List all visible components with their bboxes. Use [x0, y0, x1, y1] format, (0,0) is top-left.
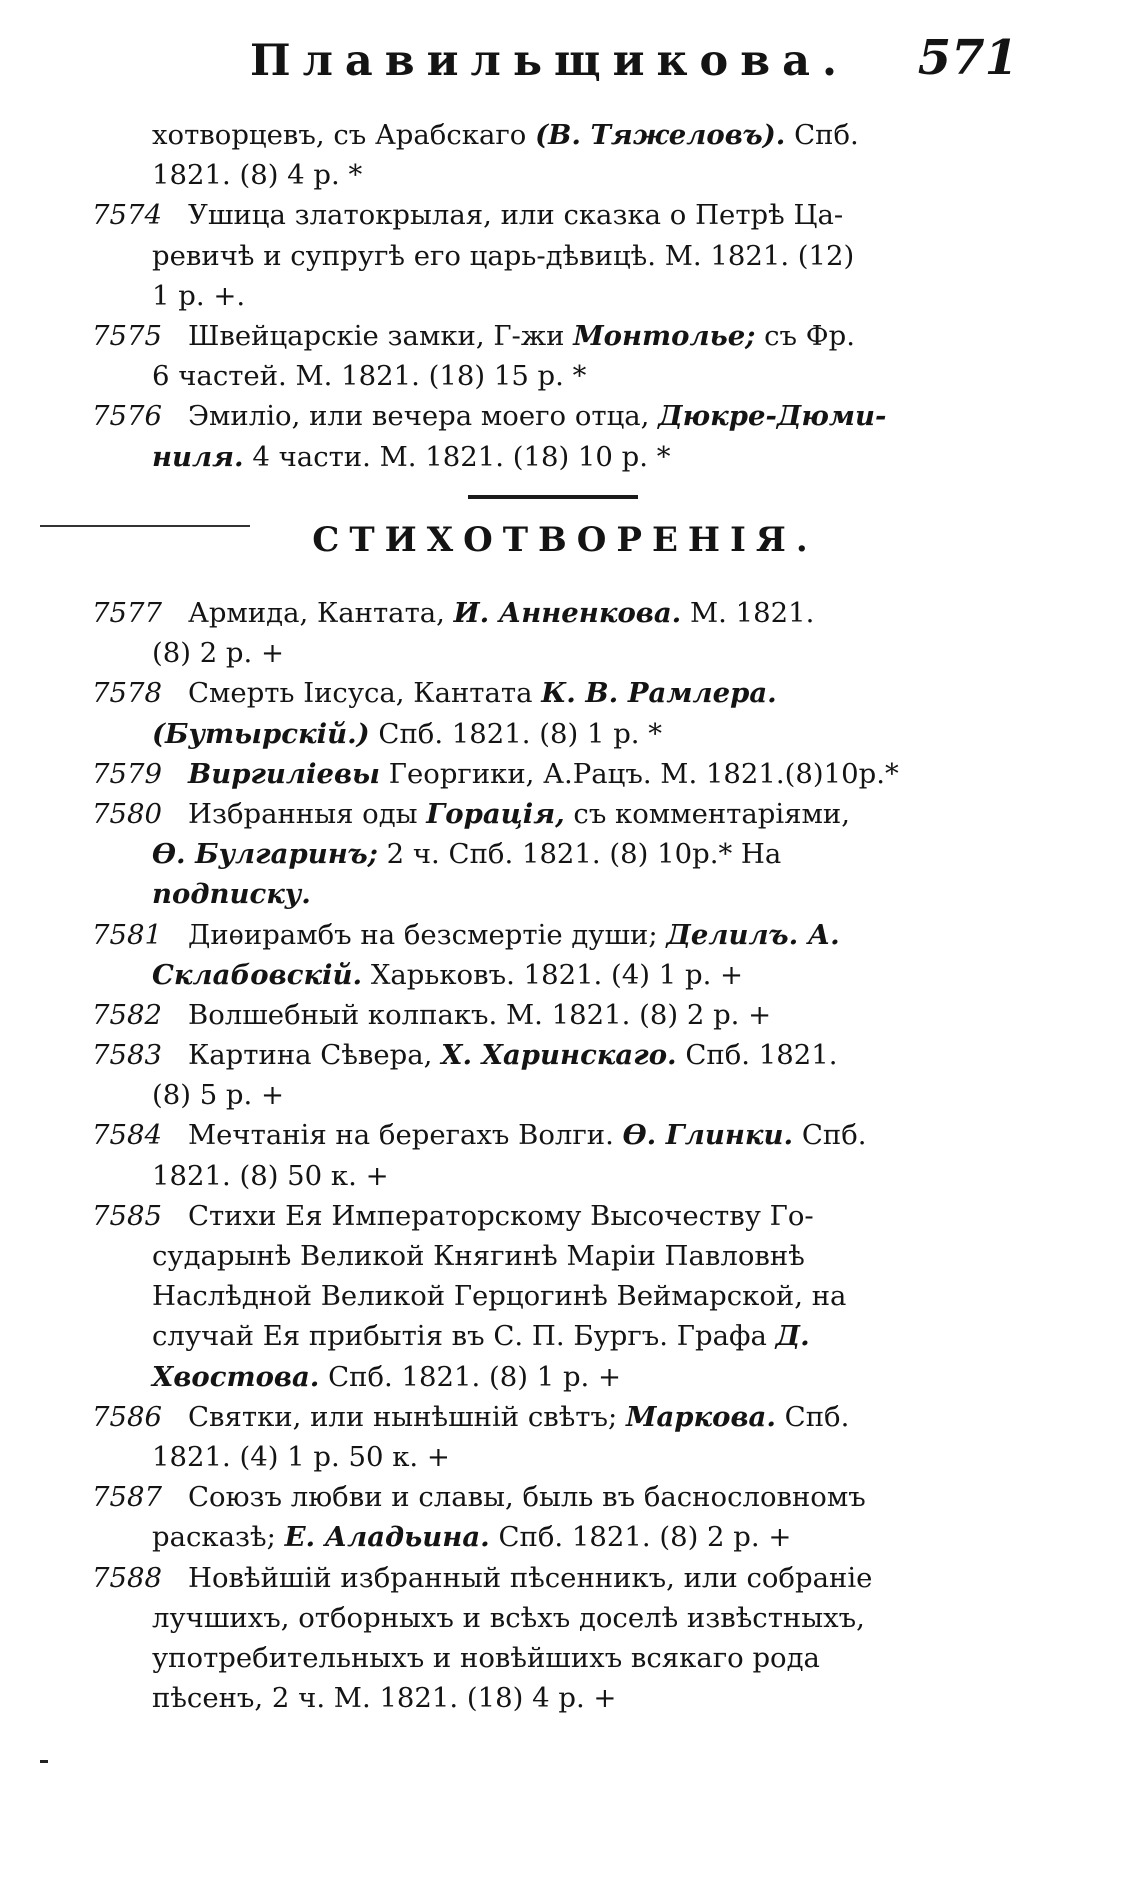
- entry-continuation-line: [92, 1638, 1022, 1678]
- entry-text: съ Фр.: [755, 319, 855, 352]
- entry-author: ниля.: [152, 440, 244, 473]
- entry-author: Ѳ. Булгаринъ;: [152, 838, 378, 871]
- entry-text: 2 ч. Спб. 1821. (8) 10р.* На: [377, 838, 782, 871]
- entry-number: 7578: [92, 677, 162, 710]
- entry-continuation-line: [92, 437, 1022, 477]
- entry-number: 7586: [92, 1400, 162, 1433]
- entry-author: Х. Харинскаго.: [441, 1039, 677, 1072]
- entry-number: 7583: [92, 1039, 162, 1072]
- entry-author: Дюкре-Дюми-: [658, 400, 887, 433]
- entry-continuation-line: [92, 1357, 1022, 1397]
- entry-text: М. 1821.: [681, 597, 815, 629]
- entry-first-line: [92, 195, 1022, 235]
- entry-continuation-line: [92, 1678, 1022, 1718]
- entry-author: Маркова.: [626, 1400, 776, 1433]
- entry-author: (В. Тяжеловъ).: [535, 119, 786, 151]
- entry-continuation-line: [92, 955, 1022, 995]
- entry-number: 7582: [92, 998, 162, 1031]
- entry-text: 1821. (4) 1 р. 50 к. +: [152, 1440, 450, 1473]
- entry-number: 7576: [92, 400, 162, 433]
- entry-number: 7579: [92, 757, 162, 790]
- entry-text: случай Ея прибытія въ С. П. Бургъ. Графа: [152, 1320, 776, 1353]
- entry-first-line: [92, 593, 1022, 633]
- entry-continuation-line: [92, 236, 1022, 276]
- entry-first-line: [92, 1397, 1022, 1437]
- entry-text: 1 р. +.: [152, 279, 246, 312]
- entry-first-line: [92, 915, 1022, 955]
- entry-text: съ комментаріями,: [564, 797, 850, 830]
- entry-text: Наслѣдной Великой Герцогинѣ Веймарской, на: [152, 1280, 847, 1313]
- entry-text: Спб.: [793, 1119, 867, 1152]
- entry-author: Горація,: [426, 797, 565, 830]
- entry-text: Избранныя оды: [188, 797, 427, 830]
- entry-text: лучшихъ, отборныхъ и всѣхъ доселѣ извѣстныхъ,: [152, 1601, 865, 1634]
- entry-text: Спб.: [785, 119, 859, 151]
- entry-number: 7585: [92, 1199, 162, 1232]
- entry-text: Диѳирамбъ на безсмертіе души;: [188, 918, 667, 951]
- entry-author: Делилъ. А.: [666, 918, 840, 951]
- entry-continuation-line: [92, 1075, 1022, 1115]
- entry-continuation-line: [92, 155, 1022, 195]
- entry-text: Спб.: [775, 1400, 850, 1433]
- entry-text: Спб. 1821. (8) 1 р. *: [369, 717, 663, 750]
- entry-first-line: [92, 794, 1022, 834]
- entry-text: сударынѣ Великой Княгинѣ Маріи Павловнѣ: [152, 1240, 805, 1272]
- entry-text: Ушица златокрылая, или сказка о Петрѣ Ца-: [188, 199, 844, 232]
- entry-number: 7575: [92, 319, 162, 352]
- entry-text: Спб. 1821.: [676, 1039, 838, 1072]
- entry-author: Хвостова.: [152, 1360, 320, 1393]
- entry-continuation-line: [92, 633, 1022, 673]
- entry-continuation-line: [92, 1276, 1022, 1316]
- entry-text: пѣсенъ, 2 ч. М. 1821. (18) 4 р. +: [152, 1682, 617, 1715]
- entry-text: расказѣ;: [152, 1521, 285, 1554]
- entry-text: употребительныхъ и новѣйшихъ всякаго рода: [152, 1641, 820, 1674]
- entry-text: Спб. 1821. (8) 1 р. +: [319, 1360, 622, 1393]
- entry-continuation-line: [92, 1437, 1022, 1477]
- entry-text: Эмиліо, или вечера моего отца,: [188, 400, 659, 433]
- entry-continuation-line: [92, 1316, 1022, 1356]
- entry-text: (8) 5 р. +: [152, 1079, 285, 1112]
- entry-continuation-line: [92, 1598, 1022, 1638]
- entry-author: подписку.: [152, 878, 311, 911]
- entry-first-line: [92, 1115, 1022, 1155]
- entry-number: 7588: [92, 1561, 162, 1594]
- entry-continuation-line: [92, 714, 1022, 754]
- entry-author: Монтолье;: [573, 319, 756, 352]
- entry-author: Е. Аладьина.: [284, 1521, 490, 1554]
- entry-continuation-line: [92, 1156, 1022, 1196]
- entry-continuation-line: [92, 834, 1022, 874]
- entry-text: 6 частей. М. 1821. (18) 15 р. *: [152, 360, 587, 393]
- entry-text: Смерть Іисуса, Кантата: [188, 677, 542, 710]
- entry-first-line: [92, 316, 1022, 356]
- entry-first-line: [92, 1558, 1022, 1598]
- section-title: СТИХОТВОРЕНІЯ.: [312, 520, 818, 560]
- entry-text: Картина Сѣвера,: [188, 1039, 442, 1072]
- entry-first-line: [92, 1196, 1022, 1236]
- entry-text: Георгики, А.Рацъ. М. 1821.(8)10р.*: [380, 757, 899, 790]
- entry-continuation-line: [92, 276, 1022, 316]
- entry-author: (Бутырскій.): [152, 717, 370, 750]
- entry-first-line: [92, 1477, 1022, 1517]
- page-header: [238, 30, 1018, 94]
- entry-number: 7580: [92, 797, 162, 830]
- entry-text: Стихи Ея Императорскому Высочеству Го-: [188, 1199, 814, 1232]
- entry-text: Святки, или нынѣшній свѣтъ;: [188, 1400, 627, 1433]
- entry-text: Харьковъ. 1821. (4) 1 р. +: [362, 958, 744, 991]
- entry-continuation-line: [92, 1517, 1022, 1557]
- entry-text: Мечтанія на берегахъ Волги.: [188, 1119, 623, 1152]
- entry-author: Ѳ. Глинки.: [622, 1119, 794, 1152]
- entry-first-line: [92, 396, 1022, 436]
- entry-continuation-line: [92, 115, 1022, 155]
- entry-text: 1821. (8) 4 р. *: [152, 159, 363, 192]
- entry-continuation-line: [92, 356, 1022, 396]
- entry-continuation-line: [92, 1236, 1022, 1276]
- entry-text: (8) 2 р. +: [152, 637, 285, 670]
- entry-continuation-line: [92, 874, 1022, 914]
- entries-prose: [92, 115, 1022, 477]
- section-divider: [468, 495, 638, 499]
- entry-author: И. Анненкова.: [453, 597, 682, 629]
- entry-author: К. В. Рамлера.: [541, 677, 777, 710]
- entry-text: Спб. 1821. (8) 2 р. +: [489, 1521, 792, 1554]
- margin-line: [40, 525, 250, 527]
- entry-text: ревичѣ и супругѣ его царь-дѣвицѣ. М. 1821. (12): [152, 239, 855, 272]
- entry-author: Д.: [775, 1320, 810, 1353]
- entry-number: 7581: [92, 918, 162, 951]
- entry-first-line: [92, 673, 1022, 713]
- entry-number: 7587: [92, 1481, 162, 1514]
- entry-first-line: [92, 1035, 1022, 1075]
- entry-text: Армида, Кантата,: [188, 597, 454, 629]
- entry-first-line: [92, 754, 1022, 794]
- running-title: Плавильщикова.: [250, 36, 849, 86]
- entry-text: хотворцевъ, съ Арабскаго: [152, 119, 536, 151]
- entry-text: Союзъ любви и славы, быль въ баснословномъ: [188, 1481, 866, 1514]
- entries-poems: [92, 593, 1022, 1718]
- entry-author: Склабовскій.: [152, 958, 363, 991]
- entry-first-line: [92, 995, 1022, 1035]
- entry-number: 7574: [92, 199, 162, 232]
- entry-number: 7577: [92, 597, 162, 629]
- margin-mark: [40, 1760, 48, 1763]
- page-number: 571: [917, 30, 1018, 86]
- entry-text: Новѣйшій избранный пѣсенникъ, или собраніе: [188, 1561, 873, 1594]
- entry-text: Швейцарскіе замки, Г-жи: [188, 319, 574, 352]
- entry-text: 4 части. М. 1821. (18) 10 р. *: [243, 440, 671, 473]
- entry-number: 7584: [92, 1119, 162, 1152]
- entry-text: Волшебный колпакъ. М. 1821. (8) 2 р. +: [188, 998, 772, 1031]
- entry-text: 1821. (8) 50 к. +: [152, 1159, 389, 1192]
- entry-author: Виргиліевы: [188, 757, 381, 790]
